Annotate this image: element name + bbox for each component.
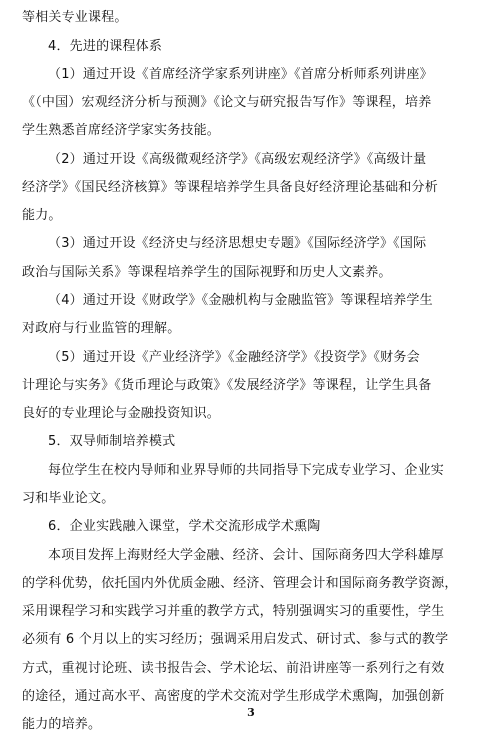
text-line: 良好的专业理论与金融投资知识。 — [22, 406, 221, 421]
text-line: 政治与国际关系》等课程培养学生的国际视野和历史人文素养。 — [22, 265, 392, 280]
text-line: （1）通过开设《首席经济学家系列讲座》《首席分析师系列讲座》 — [48, 67, 433, 82]
text-line: 学生熟悉首席经济学家实务技能。 — [22, 123, 221, 138]
text-line: 习和毕业论文。 — [22, 491, 115, 506]
text-line: 每位学生在校内导师和业界导师的共同指导下完成专业学习、企业实 — [48, 463, 445, 478]
text-line: 计理论与实务》《货币理论与政策》《发展经济学》等课程，让学生具备 — [22, 378, 432, 393]
text-line: 的途径，通过高水平、高密度的学术交流对学生形成学术熏陶，加强创新 — [22, 689, 445, 704]
text-line: 《（中国）宏观经济分析与预测》《论文与研究报告写作》等课程，培养 — [22, 95, 432, 110]
text-line: 对政府与行业监管的理解。 — [22, 321, 181, 336]
section-heading: 5．双导师制培养模式 — [48, 434, 176, 449]
section-heading: 6．企业实践融入课堂，学术交流形成学术熏陶 — [48, 519, 321, 534]
text-line: 等相关专业课程。 — [22, 10, 128, 25]
section-heading: 4．先进的课程体系 — [48, 39, 163, 54]
text-line: 能力的培养。 — [22, 717, 102, 732]
text-line: 方式，重视讨论班、读书报告会、学术论坛、前沿讲座等一系列行之有效 — [22, 661, 445, 676]
text-line: （3）通过开设《经济史与经济思想史专题》《国际经济学》《国际 — [48, 236, 427, 251]
page-number: 3 — [247, 706, 255, 719]
text-line: 的学科优势，依托国内外优质金融、经济、管理会计和国际商务教学资源， — [22, 576, 458, 591]
text-line: 采用课程学习和实践学习并重的教学方式，特别强调实习的重要性，学生 — [22, 604, 445, 619]
text-line: 本项目发挥上海财经大学金融、经济、会计、国际商务四大学科雄厚 — [48, 548, 445, 563]
text-line: （5）通过开设《产业经济学》《金融经济学》《投资学》《财务会 — [48, 350, 420, 365]
text-line: 必须有 6 个月以上的实习经历；强调采用启发式、研讨式、参与式的教学 — [22, 632, 449, 647]
text-line: 经济学》《国民经济核算》等课程培养学生具备良好经济理论基础和分析 — [22, 180, 438, 195]
text-line: （2）通过开设《高级微观经济学》《高级宏观经济学》《高级计量 — [48, 152, 427, 167]
text-line: 能力。 — [22, 208, 62, 223]
text-line: （4）通过开设《财政学》《金融机构与金融监管》等课程培养学生 — [48, 293, 433, 308]
